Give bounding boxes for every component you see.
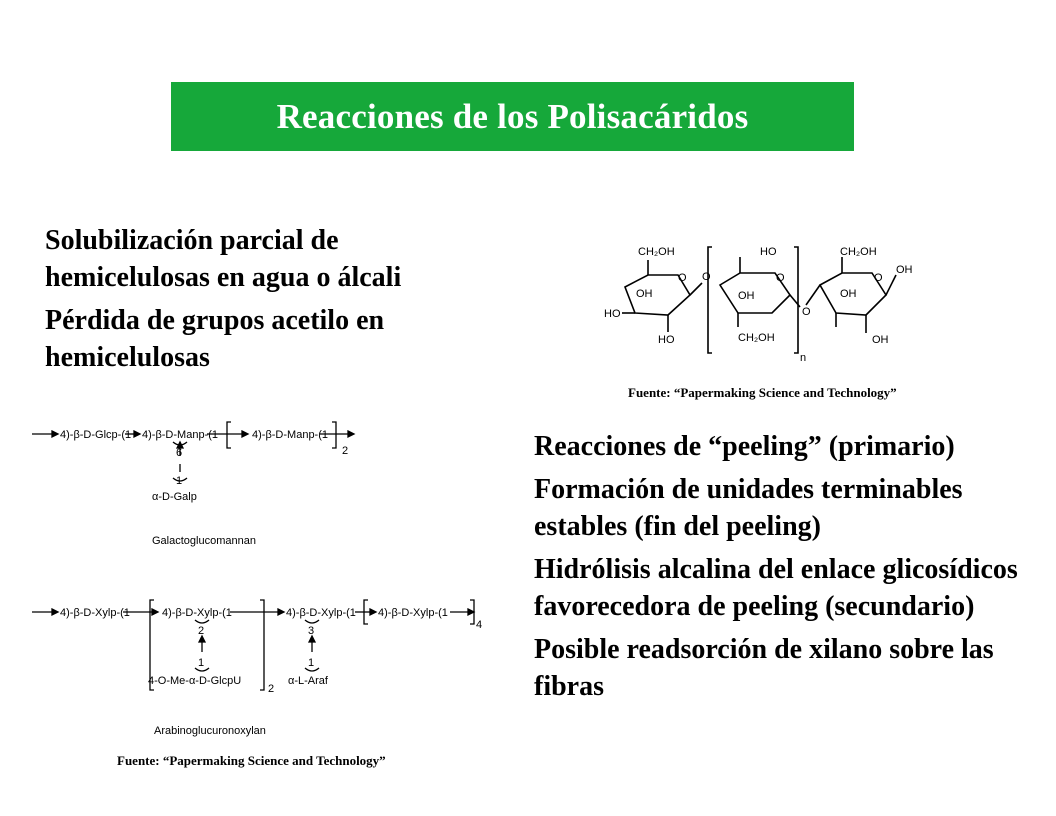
repeat-n-label: n	[800, 352, 807, 364]
polysaccharide-name: Arabinoglucuronoxylan	[154, 725, 266, 737]
bullet-item: Hidrólisis alcalina del enlace glicosídicos favorecedora de peeling (secundario)	[534, 554, 1018, 622]
bullet-item: Posible readsorción de xilano sobre las fibras	[534, 634, 994, 702]
chain-unit-label: 4)-β-D-Xylp-(1	[162, 607, 232, 619]
bullet-item: Pérdida de grupos acetilo en hemicelulosas	[45, 305, 385, 373]
arabinoglucuronoxylan-diagram	[30, 598, 485, 743]
ho-label: HO	[760, 246, 777, 258]
link-label: 1	[176, 475, 183, 487]
ring-oxygen-label: O	[678, 272, 687, 284]
chain-unit-label: 4)-β-D-Xylp-(1	[378, 607, 448, 619]
repeat-label: 2	[342, 445, 349, 457]
repeat-label: 2	[268, 683, 275, 695]
oh-label: OH	[738, 290, 755, 302]
ho-label: HO	[604, 308, 621, 320]
branch-sugar-label: α-L-Araf	[288, 675, 328, 687]
ho-label: HO	[658, 334, 675, 346]
ring-oxygen-label: O	[776, 272, 785, 284]
left-bullet-list	[45, 222, 465, 382]
link-label: 1	[198, 657, 205, 669]
link-oxygen-label: O	[702, 271, 711, 283]
oh-label: OH	[840, 288, 857, 300]
chain-unit-label: 4)-β-D-Xylp-(1	[60, 607, 130, 619]
chain-unit-label: 4)-β-D-Glcp-(1	[60, 429, 132, 441]
source-caption: Fuente: “Papermaking Science and Technology”	[117, 753, 386, 768]
chain-unit-label: 4)-β-D-Manp-(1	[142, 429, 219, 441]
right-bullet-list	[534, 428, 1034, 711]
glucomannan-structure-diagram	[600, 235, 930, 370]
oh-label: OH	[636, 288, 653, 300]
polysaccharide-name: Galactoglucomannan	[152, 535, 256, 547]
position-label: 2	[198, 625, 205, 637]
ring-oxygen-label: O	[874, 272, 883, 284]
chain-unit-label: 4)-β-D-Xylp-(1	[286, 607, 356, 619]
link-label: 1	[308, 657, 315, 669]
branch-sugar-label: 4-O-Me-α-D-GlcpU	[148, 675, 242, 687]
ch2oh-label: CH₂OH	[840, 246, 877, 258]
galactoglucomannan-diagram	[30, 420, 390, 550]
bullet-item: Formación de unidades terminables estables (fin del peeling)	[534, 474, 963, 542]
chain-unit-label: 4)-β-D-Manp-(1	[252, 429, 329, 441]
source-caption: Fuente: “Papermaking Science and Technology”	[628, 385, 897, 400]
link-oxygen-label: O	[802, 306, 811, 318]
oh-label: OH	[872, 334, 889, 346]
ch2oh-label: CH₂OH	[638, 246, 675, 258]
branch-sugar-label: α-D-Galp	[152, 491, 197, 503]
position-label: 3	[308, 625, 315, 637]
title-banner	[171, 82, 854, 151]
bullet-item: Reacciones de “peeling” (primario)	[534, 431, 955, 462]
oh-label: OH	[896, 264, 913, 276]
repeat-label: 4	[476, 619, 483, 631]
slide-title: Reacciones de los Polisacáridos	[276, 96, 749, 136]
ch2oh-label: CH₂OH	[738, 332, 775, 344]
bullet-item: Solubilización parcial de hemicelulosas en agua o álcali	[45, 225, 402, 293]
position-label: 6	[176, 447, 183, 459]
